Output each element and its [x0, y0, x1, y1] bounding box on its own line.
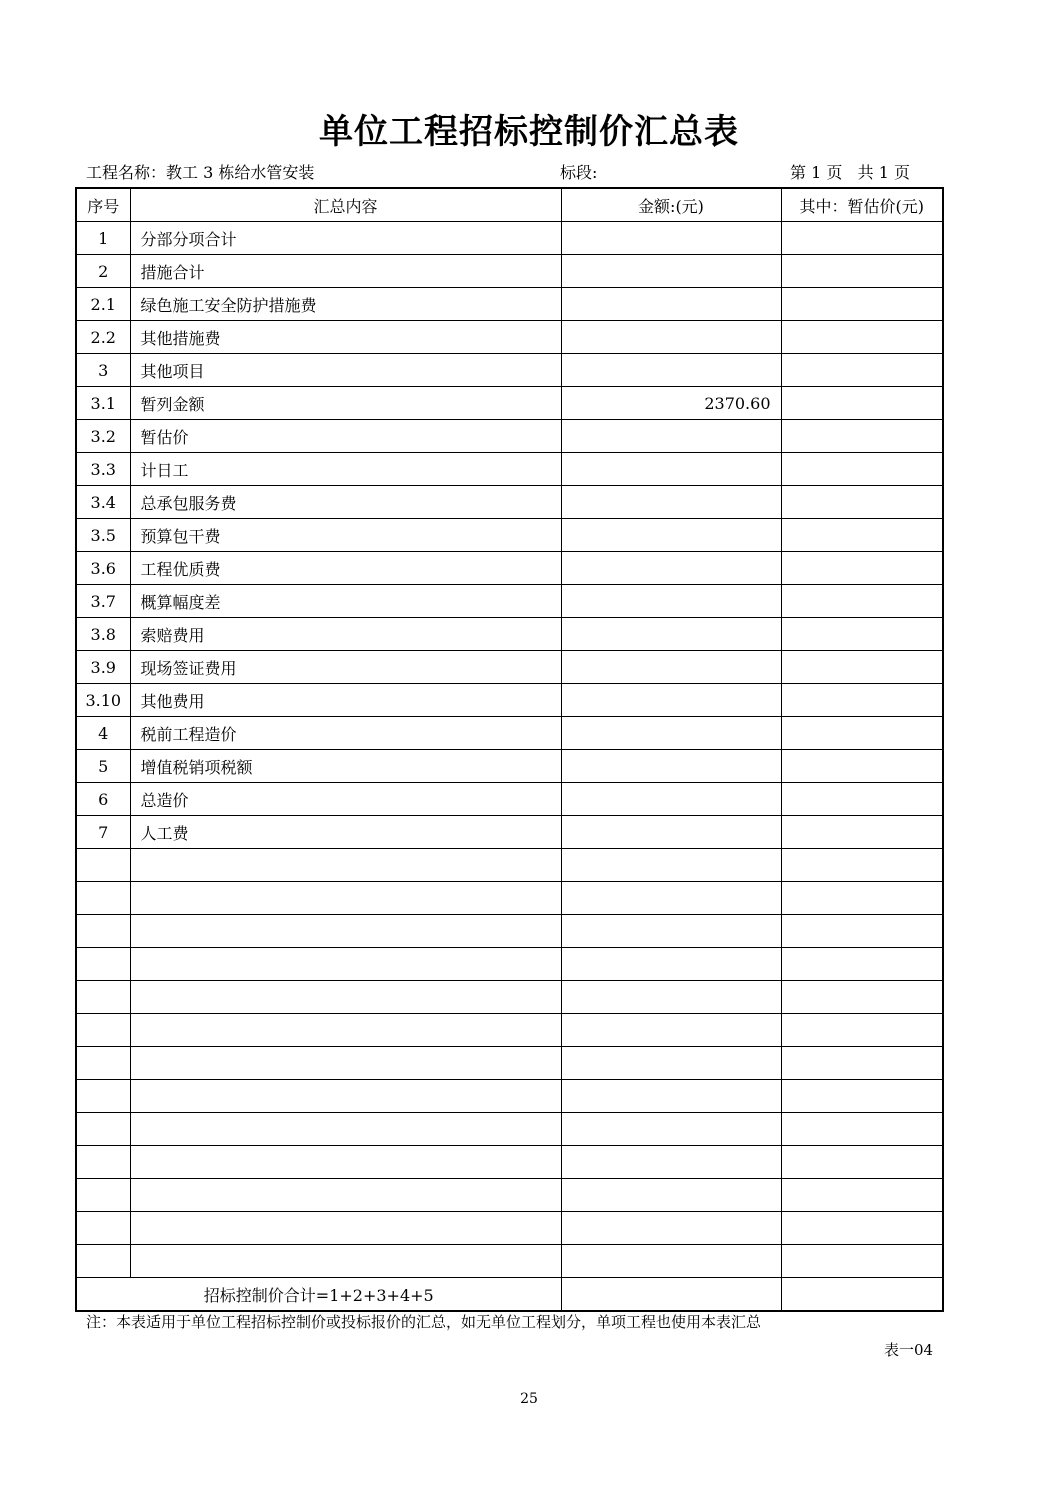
row-amount — [561, 1080, 781, 1113]
section-label: 标段: — [560, 163, 598, 182]
row-seq: 3.3 — [76, 453, 130, 486]
row-content — [130, 1080, 561, 1113]
row-content: 增值税销项税额 — [130, 750, 561, 783]
table-row — [76, 981, 943, 1014]
row-amount: 2370.60 — [561, 387, 781, 420]
footnote: 注：本表适用于单位工程招标控制价或投标报价的汇总，如无单位工程划分，单项工程也使用本表汇总 — [86, 1313, 762, 1331]
row-content: 现场签证费用 — [130, 651, 561, 684]
row-provisional — [781, 717, 943, 750]
row-provisional — [781, 981, 943, 1014]
table-row — [76, 453, 943, 486]
row-amount — [561, 1113, 781, 1146]
table-row — [76, 486, 943, 519]
row-content: 预算包干费 — [130, 519, 561, 552]
row-amount — [561, 882, 781, 915]
row-amount — [561, 321, 781, 354]
table-row — [76, 849, 943, 882]
total-label: 招标控制价合计=1+2+3+4+5 — [76, 1278, 561, 1312]
row-amount — [561, 816, 781, 849]
row-seq: 3.5 — [76, 519, 130, 552]
row-seq: 6 — [76, 783, 130, 816]
row-provisional — [781, 321, 943, 354]
table-row — [76, 387, 943, 420]
row-provisional — [781, 453, 943, 486]
table-row — [76, 585, 943, 618]
row-provisional — [781, 519, 943, 552]
row-seq — [76, 1146, 130, 1179]
row-amount — [561, 288, 781, 321]
table-row — [76, 321, 943, 354]
table-row — [76, 255, 943, 288]
row-provisional — [781, 222, 943, 255]
table-row — [76, 717, 943, 750]
row-seq: 1 — [76, 222, 130, 255]
row-provisional — [781, 486, 943, 519]
row-seq: 3.8 — [76, 618, 130, 651]
row-seq — [76, 948, 130, 981]
row-content — [130, 915, 561, 948]
row-seq: 3.7 — [76, 585, 130, 618]
row-content — [130, 849, 561, 882]
row-provisional — [781, 651, 943, 684]
row-provisional — [781, 354, 943, 387]
row-amount — [561, 222, 781, 255]
row-provisional — [781, 1080, 943, 1113]
table-row — [76, 1080, 943, 1113]
row-amount — [561, 717, 781, 750]
total-row — [76, 1278, 943, 1312]
row-provisional — [781, 783, 943, 816]
table-row — [76, 1014, 943, 1047]
row-seq: 2.2 — [76, 321, 130, 354]
table-row — [76, 750, 943, 783]
table-row — [76, 1146, 943, 1179]
row-seq: 3.9 — [76, 651, 130, 684]
row-amount — [561, 486, 781, 519]
row-content: 计日工 — [130, 453, 561, 486]
row-seq: 3.1 — [76, 387, 130, 420]
row-amount — [561, 618, 781, 651]
row-content: 措施合计 — [130, 255, 561, 288]
row-content — [130, 1014, 561, 1047]
row-amount — [561, 684, 781, 717]
table-row — [76, 948, 943, 981]
row-amount — [561, 1179, 781, 1212]
row-amount — [561, 519, 781, 552]
row-amount — [561, 585, 781, 618]
row-seq: 3.10 — [76, 684, 130, 717]
row-provisional — [781, 948, 943, 981]
row-amount — [561, 849, 781, 882]
row-amount — [561, 948, 781, 981]
row-content — [130, 1146, 561, 1179]
table-row — [76, 783, 943, 816]
row-amount — [561, 750, 781, 783]
table-row — [76, 651, 943, 684]
header-provisional: 其中：暂估价(元) — [781, 188, 943, 222]
row-amount — [561, 1047, 781, 1080]
table-row — [76, 354, 943, 387]
table-row — [76, 552, 943, 585]
page-title: 单位工程招标控制价汇总表 — [319, 112, 739, 152]
table-row — [76, 882, 943, 915]
header-amount: 金额:(元) — [561, 188, 781, 222]
table-row — [76, 420, 943, 453]
row-seq — [76, 882, 130, 915]
row-provisional — [781, 816, 943, 849]
row-provisional — [781, 255, 943, 288]
row-provisional — [781, 684, 943, 717]
table-row — [76, 288, 943, 321]
row-provisional — [781, 1179, 943, 1212]
row-amount — [561, 420, 781, 453]
row-seq — [76, 981, 130, 1014]
row-provisional — [781, 1047, 943, 1080]
table-row — [76, 816, 943, 849]
row-amount — [561, 981, 781, 1014]
row-seq: 2.1 — [76, 288, 130, 321]
row-provisional — [781, 882, 943, 915]
row-content — [130, 882, 561, 915]
table-body — [76, 222, 943, 1278]
row-provisional — [781, 1245, 943, 1278]
total-provisional — [781, 1278, 943, 1312]
row-amount — [561, 453, 781, 486]
row-seq: 3.6 — [76, 552, 130, 585]
row-content: 其他费用 — [130, 684, 561, 717]
row-provisional — [781, 288, 943, 321]
row-provisional — [781, 585, 943, 618]
row-seq: 4 — [76, 717, 130, 750]
row-content — [130, 948, 561, 981]
row-provisional — [781, 552, 943, 585]
row-provisional — [781, 420, 943, 453]
table-row — [76, 1047, 943, 1080]
row-provisional — [781, 1014, 943, 1047]
row-amount — [561, 783, 781, 816]
row-content: 暂列金额 — [130, 387, 561, 420]
row-content — [130, 1245, 561, 1278]
row-content: 其他项目 — [130, 354, 561, 387]
total-amount — [561, 1278, 781, 1312]
row-seq — [76, 1245, 130, 1278]
row-amount — [561, 255, 781, 288]
row-content — [130, 1113, 561, 1146]
row-content: 其他措施费 — [130, 321, 561, 354]
row-seq: 5 — [76, 750, 130, 783]
table-row — [76, 1245, 943, 1278]
table-row — [76, 519, 943, 552]
page-number: 25 — [520, 1391, 538, 1407]
table-row — [76, 915, 943, 948]
page-info: 第 1 页 共 1 页 — [790, 163, 910, 182]
row-seq — [76, 1179, 130, 1212]
row-seq — [76, 1047, 130, 1080]
row-provisional — [781, 1113, 943, 1146]
row-seq: 2 — [76, 255, 130, 288]
row-content — [130, 1212, 561, 1245]
table-row — [76, 222, 943, 255]
row-content: 绿色施工安全防护措施费 — [130, 288, 561, 321]
row-content: 索赔费用 — [130, 618, 561, 651]
row-seq: 3.2 — [76, 420, 130, 453]
row-content: 税前工程造价 — [130, 717, 561, 750]
row-seq — [76, 1113, 130, 1146]
row-provisional — [781, 1212, 943, 1245]
row-amount — [561, 1212, 781, 1245]
row-amount — [561, 552, 781, 585]
row-seq — [76, 1080, 130, 1113]
row-content: 概算幅度差 — [130, 585, 561, 618]
row-provisional — [781, 618, 943, 651]
table-row — [76, 684, 943, 717]
row-provisional — [781, 1146, 943, 1179]
table-row — [76, 618, 943, 651]
row-provisional — [781, 750, 943, 783]
table-row — [76, 1113, 943, 1146]
row-amount — [561, 1245, 781, 1278]
row-content — [130, 1179, 561, 1212]
table-header-row — [76, 188, 943, 222]
row-seq — [76, 849, 130, 882]
row-seq: 7 — [76, 816, 130, 849]
row-content: 分部分项合计 — [130, 222, 561, 255]
table-row — [76, 1179, 943, 1212]
row-content — [130, 981, 561, 1014]
project-name: 工程名称：教工 3 栋给水管安装 — [86, 163, 315, 182]
header-content: 汇总内容 — [130, 188, 561, 222]
row-provisional — [781, 387, 943, 420]
row-amount — [561, 1146, 781, 1179]
row-content — [130, 1047, 561, 1080]
row-seq — [76, 1212, 130, 1245]
row-seq: 3.4 — [76, 486, 130, 519]
row-seq — [76, 1014, 130, 1047]
header-seq: 序号 — [76, 188, 130, 222]
row-provisional — [781, 849, 943, 882]
row-amount — [561, 915, 781, 948]
row-content: 工程优质费 — [130, 552, 561, 585]
row-seq: 3 — [76, 354, 130, 387]
row-provisional — [781, 915, 943, 948]
row-content: 总承包服务费 — [130, 486, 561, 519]
row-amount — [561, 1014, 781, 1047]
row-content: 总造价 — [130, 783, 561, 816]
row-seq — [76, 915, 130, 948]
row-amount — [561, 651, 781, 684]
table-row — [76, 1212, 943, 1245]
row-content: 人工费 — [130, 816, 561, 849]
row-content: 暂估价 — [130, 420, 561, 453]
summary-table — [75, 187, 944, 1312]
row-amount — [561, 354, 781, 387]
form-number: 表一04 — [884, 1341, 934, 1359]
